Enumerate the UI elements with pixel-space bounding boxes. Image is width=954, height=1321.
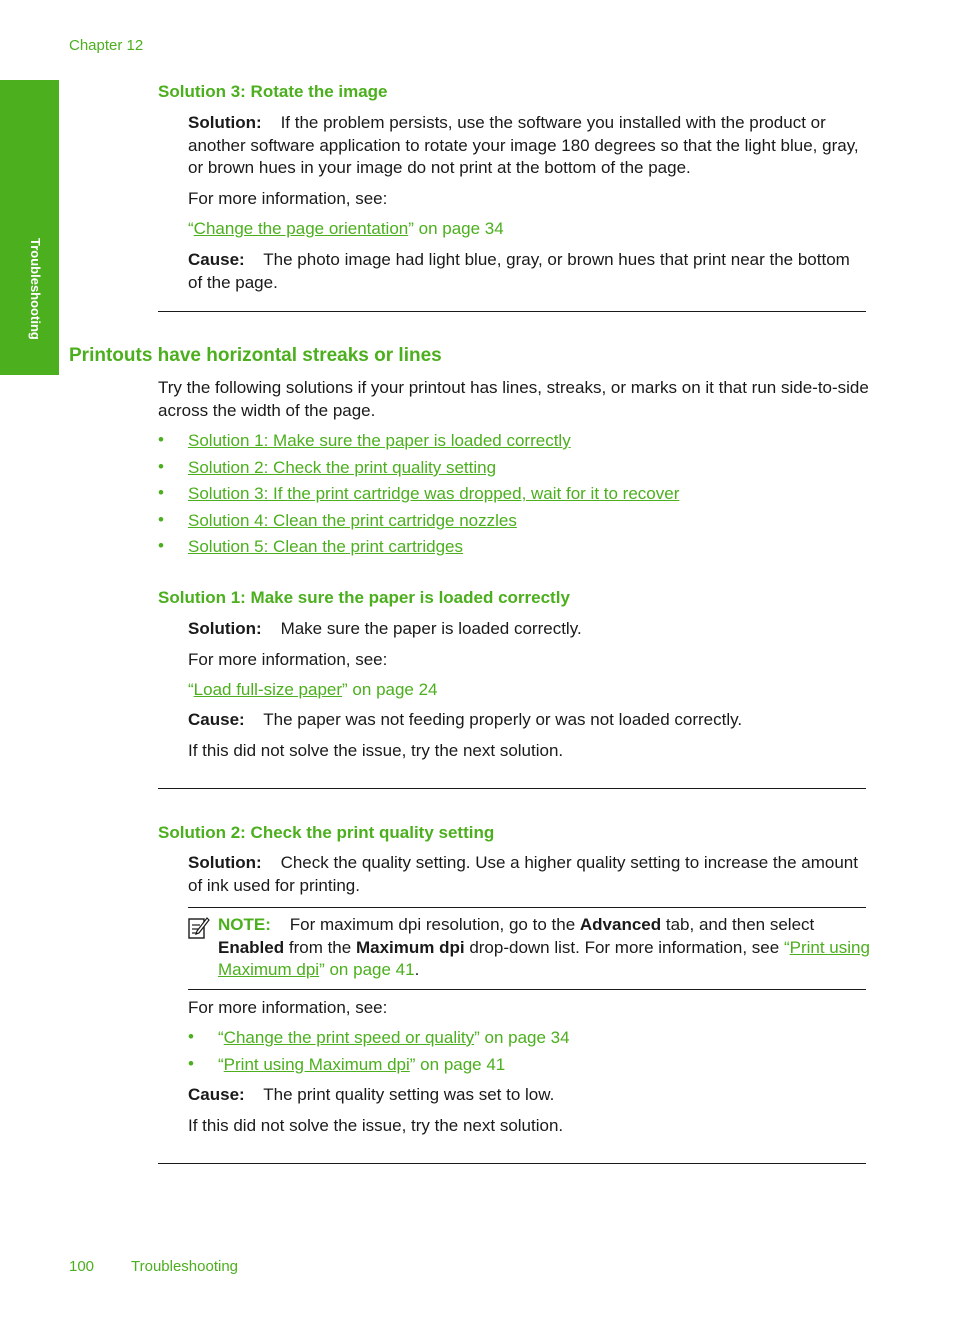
cause-label: Cause: (188, 1085, 245, 1104)
side-tab-label: Troubleshooting (28, 238, 43, 340)
bullet-glyph: • (158, 457, 164, 476)
list-item-link[interactable]: Solution 4: Clean the print cartridge nozzles (188, 511, 517, 530)
note-icon (188, 916, 210, 940)
list-item-link[interactable]: Solution 3: If the print cartridge was dropped, wait for it to recover (188, 484, 680, 503)
rotate-link[interactable]: “Change the page orientation” on page 34 (188, 219, 504, 238)
footer-section: Troubleshooting (131, 1258, 239, 1275)
list-item-link[interactable]: Solution 1: Make sure the paper is loaded correctly (188, 431, 571, 450)
cause-text: The print quality setting was set to low. (263, 1085, 555, 1104)
sol1-solution (188, 618, 582, 641)
link-text[interactable]: Load full-size paper (193, 680, 343, 699)
cause-label: Cause: (188, 250, 245, 269)
note-bold-maximum-dpi: Maximum dpi (355, 937, 465, 957)
note-bold-advanced: Advanced (579, 915, 662, 934)
bullet-glyph: • (188, 1054, 194, 1073)
solution-label: Solution: (188, 853, 262, 872)
link-text[interactable]: Print using Maximum dpi (223, 1055, 410, 1074)
rotate-cause (188, 249, 863, 294)
bullet-glyph: • (158, 510, 164, 529)
rotate-more-info: For more information, see: (188, 189, 388, 208)
cause-text: The photo image had light blue, gray, or brown hues that print near the bottom of the page. (188, 250, 850, 292)
note-text: NOTE: For maximum dpi resolution, go to the Advanced tab, and then select Enabled from the Maximum dpi drop-down list. For more information, see “Print using Maximum dpi” on page 41. (218, 915, 870, 979)
note-box (188, 907, 870, 990)
section-intro: Try the following solutions if your printout has lines, streaks, or marks on it that run side-to-side across the width of the page. (158, 378, 869, 420)
sol1-more-info: For more information, see: (188, 650, 388, 669)
sol2-cause (188, 1084, 554, 1107)
divider (158, 311, 866, 312)
divider (158, 1163, 866, 1164)
cause-label: Cause: (188, 710, 245, 729)
page-number: 100 (69, 1258, 95, 1275)
sol2-next: If this did not solve the issue, try the next solution. (188, 1116, 564, 1135)
sol2-link[interactable]: “Print using Maximum dpi” on page 41 (218, 1055, 506, 1074)
bullet-glyph: • (188, 1027, 194, 1046)
solution-text: If the problem persists, use the software you installed with the product or another software application to rotate your image 180 degrees so that the light blue, gray, or brown hues in your image do not print at the bottom of the page. (188, 113, 859, 177)
sol2-heading: Solution 2: Check the print quality setting (158, 823, 495, 842)
list-item-link[interactable]: Solution 2: Check the print quality setting (188, 458, 497, 477)
chapter-label: Chapter 12 (69, 37, 144, 54)
note-link[interactable]: “Print using Maximum dpi” on page 41 (218, 937, 870, 979)
bullet-glyph: • (158, 536, 164, 555)
solution-label: Solution: (188, 113, 262, 132)
sol1-link[interactable]: “Load full-size paper” on page 24 (188, 680, 438, 699)
link-text[interactable]: Change the print speed or quality (223, 1028, 475, 1047)
note-label: NOTE: (218, 915, 271, 934)
note-bold-enabled: Enabled (218, 937, 285, 957)
solution-text: Make sure the paper is loaded correctly. (280, 619, 582, 638)
sol2-more-info: For more information, see: (188, 998, 388, 1017)
rotate-heading: Solution 3: Rotate the image (158, 82, 388, 101)
sol1-next: If this did not solve the issue, try the next solution. (188, 741, 564, 760)
bullet-glyph: • (158, 483, 164, 502)
sol1-cause (188, 709, 742, 732)
solution-label: Solution: (188, 619, 262, 638)
sol2-link[interactable]: “Change the print speed or quality” on page 34 (218, 1028, 570, 1047)
bullet-glyph: • (158, 430, 164, 449)
sol2-solution (188, 852, 868, 897)
list-item-link[interactable]: Solution 5: Clean the print cartridges (188, 537, 463, 556)
section-heading: Printouts have horizontal streaks or lines (69, 345, 442, 366)
solution-text: Check the quality setting. Use a higher quality setting to increase the amount of ink used for printing. (188, 853, 858, 895)
cause-text: The paper was not feeding properly or was not loaded correctly. (263, 710, 743, 729)
link-text[interactable]: Change the page orientation (193, 219, 409, 238)
sol1-heading: Solution 1: Make sure the paper is loaded correctly (158, 588, 570, 607)
rotate-solution (188, 112, 873, 180)
divider (158, 788, 866, 789)
